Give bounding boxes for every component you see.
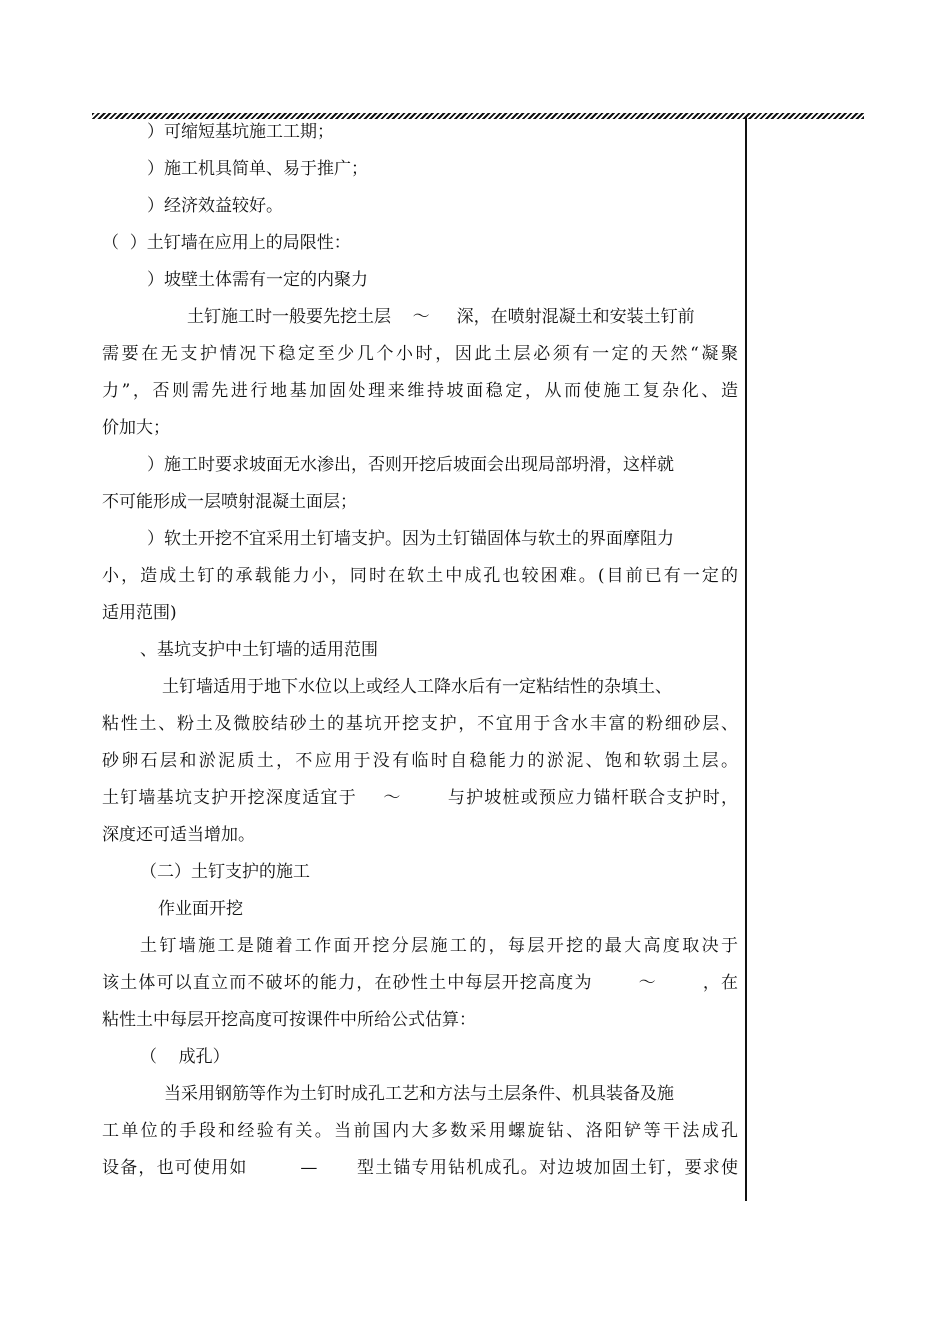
subsection-heading: （ 成孔） <box>140 1047 230 1067</box>
section-heading: （ ）土钉墙在应用上的局限性： <box>102 233 351 253</box>
text-line: 砂卵石层和淤泥质土，不应用于没有临时自稳能力的淤泥、饱和软弱土层。 <box>102 751 738 771</box>
text-line: 工单位的手段和经验有关。当前国内大多数采用螺旋钻、洛阳铲等干法成孔 <box>102 1121 738 1141</box>
text-line: ）施工机具简单、易于推广； <box>147 159 368 179</box>
text-line: 粘性土中每层开挖高度可按课件中所给公式估算： <box>102 1010 476 1030</box>
text-line: 不可能形成一层喷射混凝土面层； <box>102 492 357 512</box>
text-line: 土钉施工时一般要先挖土层 ～ 深，在喷射混凝土和安装土钉前 <box>187 307 695 327</box>
text-line: 粘性土、粉土及微胶结砂土的基坑开挖支护，不宜用于含水丰富的粉细砂层、 <box>102 714 738 734</box>
text-line: ）软土开挖不宜采用土钉墙支护。因为土钉锚固体与软土的界面摩阻力 <box>147 529 674 549</box>
text-line: 该土体可以直立而不破坏的能力，在砂性土中每层开挖高度为 ～ ，在 <box>102 973 738 993</box>
text-line: 土钉墙施工是随着工作面开挖分层施工的，每层开挖的最大高度取决于 <box>140 936 738 956</box>
text-line: 土钉墙适用于地下水位以上或经人工降水后有一定粘结性的杂填土、 <box>162 677 672 697</box>
subsection-heading: 作业面开挖 <box>158 899 243 919</box>
section-heading: （二）土钉支护的施工 <box>140 862 310 882</box>
text-line: 适用范围) <box>102 603 177 623</box>
text-line: ）坡壁土体需有一定的内聚力 <box>147 270 368 290</box>
text-line: 小，造成土钉的承载能力小，同时在软土中成孔也较困难。(目前已有一定的 <box>102 566 738 586</box>
text-line: ）可缩短基坑施工工期； <box>147 122 334 142</box>
text-line: 土钉墙基坑支护开挖深度适宜于 ～ 与护坡桩或预应力锚杆联合支护时， <box>102 788 738 808</box>
document-body <box>102 114 738 1187</box>
text-line: ）施工时要求坡面无水渗出，否则开挖后坡面会出现局部坍滑，这样就 <box>147 455 674 475</box>
text-line: 需要在无支护情况下稳定至少几个小时，因此土层必须有一定的天然“凝聚 <box>102 344 738 364</box>
text-line: 当采用钢筋等作为土钉时成孔工艺和方法与土层条件、机具装备及施 <box>164 1084 674 1104</box>
text-line: 设备，也可使用如 — 型土锚专用钻机成孔。对边坡加固土钉，要求使 <box>102 1158 738 1178</box>
text-line: 价加大； <box>102 418 170 438</box>
text-line: 力”，否则需先进行地基加固处理来维持坡面稳定，从而使施工复杂化、造 <box>102 381 738 401</box>
text-line: ）经济效益较好。 <box>147 196 283 216</box>
section-heading: 、基坑支护中土钉墙的适用范围 <box>140 640 378 660</box>
table-right-border <box>745 117 747 1201</box>
text-line: 深度还可适当增加。 <box>102 825 255 845</box>
